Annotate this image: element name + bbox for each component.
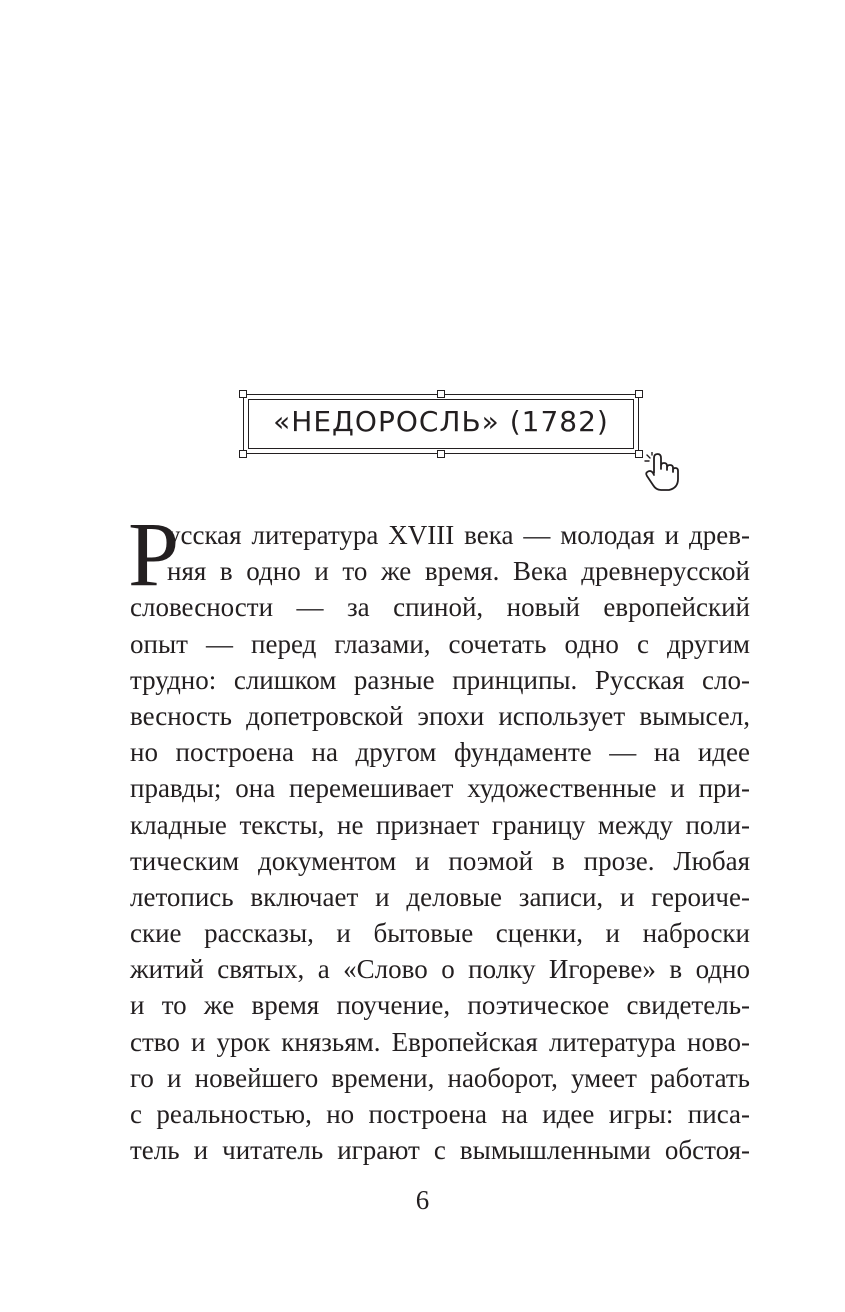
page-number: 6 — [415, 1185, 430, 1215]
text-line: го и новейшего времени, наоборот, умеет работать — [130, 1062, 750, 1093]
text-line: житий святых, а «Слово о полку Игореве» в одно — [130, 954, 750, 985]
text-line: трудно: слишком разные принципы. Русская сло- — [130, 664, 750, 695]
selection-handle — [635, 450, 643, 458]
text-line: правды; она перемешивает художественные и при- — [130, 773, 750, 804]
text-line: с реальностью, но построена на идее игры: писа- — [130, 1099, 750, 1129]
text-line: тическим документом и поэмой в прозе. Любая — [130, 845, 750, 876]
text-line: весность допетровской эпохи использует вымысел, — [130, 700, 750, 731]
text-line: усская литература XVIII века — молодая и древ- — [167, 520, 750, 550]
selection-handle — [635, 390, 643, 398]
text-line: няя в одно и то же время. Века древнерусской — [167, 556, 750, 587]
text-line: кладные тексты, не признает границу между поли- — [130, 809, 750, 840]
text-line: тель и читатель играют с вымышленными обстоя- — [130, 1135, 750, 1166]
selection-handle — [239, 450, 247, 458]
text-line: и то же время поучение, поэтическое свидетель- — [130, 990, 750, 1021]
drop-cap: Р — [128, 503, 180, 605]
chapter-title: «НЕДОРОСЛЬ» (1782) — [273, 405, 609, 438]
chapter-heading-frame — [243, 394, 639, 454]
text-line: но построена на другом фундаменте — на идее — [130, 737, 750, 768]
text-line: словесности — за спиной, новый европейский — [130, 592, 750, 623]
text-line: ство и урок князьям. Европейская литература ново- — [130, 1026, 750, 1057]
text-line: опыт — перед глазами, сочетать одно с другим — [130, 628, 750, 659]
hand-pointer-icon — [644, 452, 680, 492]
text-line: ские рассказы, и бытовые сценки, и наброски — [130, 918, 750, 949]
body-paragraph — [130, 517, 750, 1168]
selection-handle — [239, 390, 247, 398]
text-line: летопись включает и деловые записи, и героиче- — [130, 881, 750, 912]
selection-handle — [437, 390, 445, 398]
selection-handle — [437, 450, 445, 458]
